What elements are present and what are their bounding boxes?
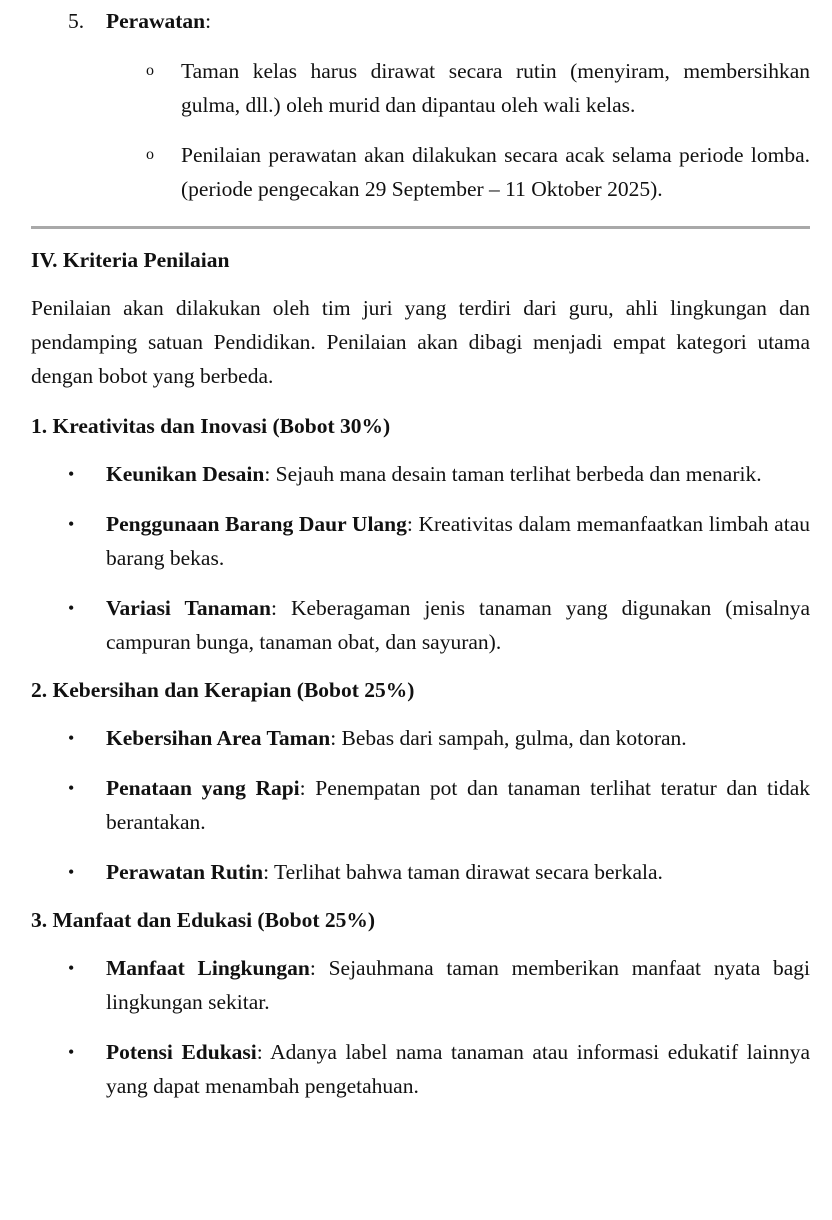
list-item-text [106,457,810,491]
bullet-icon: • [68,514,75,534]
list-item-text [106,507,810,575]
list-item-text [106,951,810,1019]
criteria-desc: : Adanya label nama tanaman atau informasi edukatif lainnya yang dapat menambah pengetahuan. [106,1040,810,1098]
list-item [68,457,810,491]
perawatan-colon: : [205,9,212,33]
bullet-icon: • [68,958,75,978]
criteria-desc: : Bebas dari sampah, gulma, dan kotoran. [330,726,687,750]
criteria-list [68,721,810,889]
criteria-title: 2. Kebersihan dan Kerapian (Bobot 25%) [31,678,415,702]
criteria-list [68,457,810,659]
criteria-term: Keunikan Desain [106,462,265,486]
document-page [31,4,810,1117]
horizontal-divider [31,226,810,229]
list-item [68,721,810,755]
list-item-text [106,771,810,839]
circle-bullet-icon: o [146,62,154,79]
circle-bullet-icon: o [146,146,154,163]
list-item-perawatan [68,4,810,38]
section-intro: Penilaian akan dilakukan oleh tim juri yang terdiri dari guru, ahli lingkungan dan pendamping satuan Pendidikan. Penilaian akan dibagi menjadi empat kategori utama dengan bobot yang berbeda. [31,296,810,388]
bullet-icon: • [68,728,75,748]
sublist-item-text: Taman kelas harus dirawat secara rutin (menyiram, membersihkan gulma, dll.) oleh murid dan dipantau oleh wali kelas. [181,59,810,117]
list-item-text [106,1035,810,1103]
criteria-title: 1. Kreativitas dan Inovasi (Bobot 30%) [31,414,391,438]
list-item [68,591,810,659]
perawatan-sublist [141,54,810,206]
criteria-term: Kebersihan Area Taman [106,726,331,750]
criteria-term: Potensi Edukasi [106,1040,257,1064]
list-item [68,951,810,1019]
criteria-desc: : Sejauh mana desain taman terlihat berbeda dan menarik. [264,462,762,486]
criteria-term: Penggunaan Barang Daur Ulang [106,512,407,536]
criteria-term: Variasi Tanaman [106,596,271,620]
sublist-item [141,54,810,122]
list-item-text [106,591,810,659]
list-item-text [106,721,810,755]
criteria-desc: : Keberagaman jenis tanaman yang digunakan (misalnya campuran bunga, tanaman obat, dan sayuran). [106,596,810,654]
criteria-list [68,951,810,1103]
bullet-icon: • [68,778,75,798]
criteria-term: Manfaat Lingkungan [106,956,310,980]
criteria-desc: : Penempatan pot dan tanaman terlihat teratur dan tidak berantakan. [106,776,810,834]
list-item [68,1035,810,1103]
criteria-desc: : Kreativitas dalam memanfaatkan limbah atau barang bekas. [106,512,810,570]
bullet-icon: • [68,862,75,882]
bullet-icon: • [68,1042,75,1062]
list-number: 5. [68,9,85,33]
sublist-item-text: Penilaian perawatan akan dilakukan secara acak selama periode lomba. (periode pengecakan 29 September – 11 Oktober 2025). [181,143,810,201]
criteria-desc: : Terlihat bahwa taman dirawat secara berkala. [263,860,663,884]
bullet-icon: • [68,598,75,618]
criteria-term: Perawatan Rutin [106,860,264,884]
list-item [68,507,810,575]
list-item [68,855,810,889]
criteria-title: 3. Manfaat dan Edukasi (Bobot 25%) [31,908,376,932]
criteria-term: Penataan yang Rapi [106,776,300,800]
list-item [68,771,810,839]
list-item-heading [106,4,211,38]
perawatan-title: Perawatan [106,9,206,33]
criteria-desc: : Sejauhmana taman memberikan manfaat nyata bagi lingkungan sekitar. [106,956,810,1014]
sublist-item [141,138,810,206]
bullet-icon: • [68,464,75,484]
list-item-text [106,855,810,889]
section-heading: IV. Kriteria Penilaian [31,248,230,272]
